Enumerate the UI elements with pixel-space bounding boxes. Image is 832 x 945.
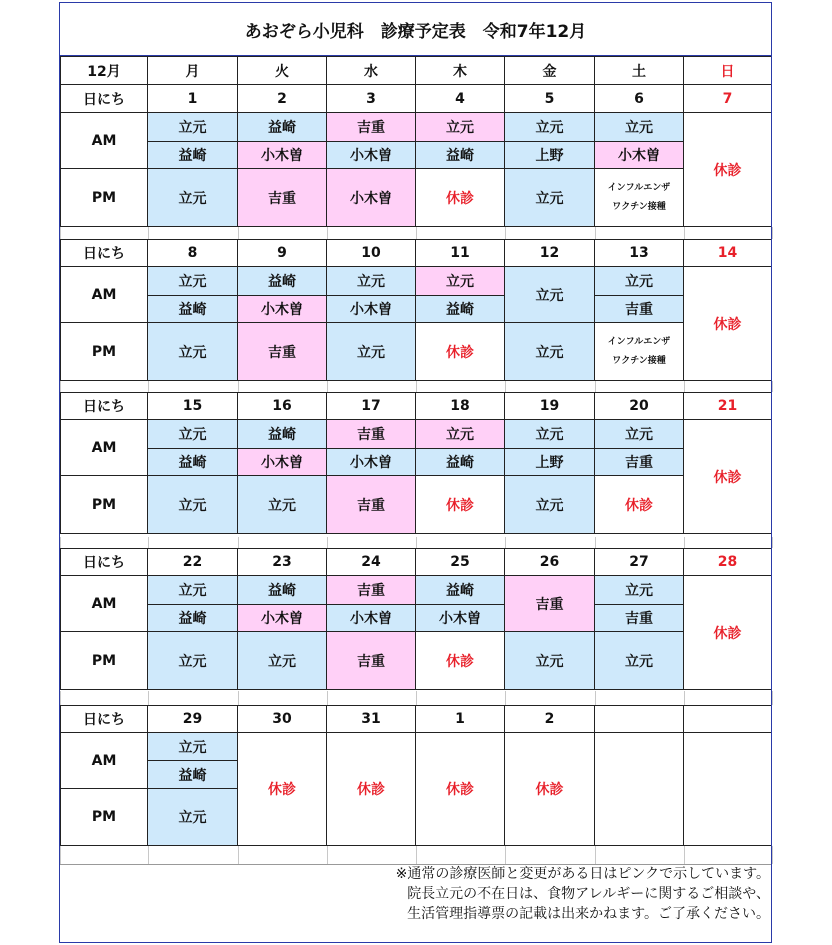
gap-separator <box>595 227 596 239</box>
date-cell: 2 <box>238 85 327 113</box>
am-label: AM <box>60 733 148 789</box>
sunday-closed-cell: 休診 <box>684 576 772 690</box>
pm-label: PM <box>60 323 148 381</box>
am1-cell: 益崎 <box>238 420 327 449</box>
gap-separator <box>772 381 773 392</box>
am1-cell: 立元 <box>416 267 505 296</box>
pm-cell: 立元 <box>505 323 595 381</box>
gap-separator <box>238 846 239 864</box>
date-cell: 19 <box>505 392 595 420</box>
date-cell: 1 <box>416 705 505 733</box>
am1-cell: 立元 <box>595 576 684 605</box>
date-cell: 31 <box>327 705 416 733</box>
am-label: AM <box>60 267 148 323</box>
gap-separator <box>60 537 61 548</box>
gap-separator <box>505 381 506 392</box>
gap-separator <box>416 381 417 392</box>
am2-cell: 益崎 <box>148 449 238 476</box>
gap-separator <box>148 381 149 392</box>
am1-cell: 立元 <box>148 113 238 142</box>
gap-separator <box>148 537 149 548</box>
pm-cell: 吉重 <box>238 323 327 381</box>
pm-label: PM <box>60 476 148 534</box>
am1-cell: 益崎 <box>416 576 505 605</box>
gap-separator <box>595 381 596 392</box>
am2-cell: 吉重 <box>595 296 684 323</box>
pm-cell: 立元 <box>505 476 595 534</box>
am1-cell: 立元 <box>416 113 505 142</box>
footer-note <box>396 864 770 924</box>
gap-separator <box>772 691 773 705</box>
am2-cell: 上野 <box>505 449 595 476</box>
pm-label: PM <box>60 169 148 227</box>
am2-cell: 益崎 <box>148 296 238 323</box>
am2-cell: 小木曽 <box>238 449 327 476</box>
am2-cell: 上野 <box>505 142 595 169</box>
am2-cell: 小木曽 <box>238 296 327 323</box>
gap-separator <box>148 846 149 864</box>
date-label: 日にち <box>60 239 148 267</box>
am2-cell: 吉重 <box>595 605 684 632</box>
gap-separator <box>416 846 417 864</box>
pm-label: PM <box>60 789 148 846</box>
date-cell: 16 <box>238 392 327 420</box>
gap-separator <box>684 227 685 239</box>
pm-cell: 立元 <box>505 632 595 690</box>
gap-separator <box>505 537 506 548</box>
date-cell: 13 <box>595 239 684 267</box>
gap-separator <box>416 691 417 705</box>
gap-separator <box>595 846 596 864</box>
gap-separator <box>60 227 61 239</box>
gap-separator <box>238 227 239 239</box>
date-cell: 7 <box>684 85 772 113</box>
day-header-4: 金 <box>505 56 595 85</box>
date-cell: 17 <box>327 392 416 420</box>
date-cell: 25 <box>416 548 505 576</box>
am2-cell: 小木曽 <box>327 605 416 632</box>
pm-cell: 立元 <box>238 476 327 534</box>
footer-line-3: 生活管理指導票の記載は出来かねます。ご了承ください。 <box>407 906 770 922</box>
date-cell <box>595 705 684 733</box>
am2-cell: 小木曽 <box>327 449 416 476</box>
closed-cell: 休診 <box>416 733 505 846</box>
date-cell: 24 <box>327 548 416 576</box>
am2-cell: 益崎 <box>148 142 238 169</box>
date-label: 日にち <box>60 85 148 113</box>
gap-separator <box>595 537 596 548</box>
empty-cell <box>684 733 772 846</box>
pm-cell: 小木曽 <box>327 169 416 227</box>
date-cell: 2 <box>505 705 595 733</box>
date-cell: 15 <box>148 392 238 420</box>
gap-separator <box>60 846 61 864</box>
gap-separator <box>505 227 506 239</box>
gap-separator <box>505 691 506 705</box>
pm-cell: 立元 <box>148 632 238 690</box>
month-header: 12月 <box>60 56 148 85</box>
am-label: AM <box>60 420 148 476</box>
date-cell: 22 <box>148 548 238 576</box>
gap-separator <box>416 227 417 239</box>
am2-cell: 小木曽 <box>327 296 416 323</box>
am-label: AM <box>60 576 148 632</box>
footer-line-1: ※通常の診療医師と変更がある日はピンクで示しています。 <box>395 866 770 882</box>
am2-cell: 小木曽 <box>238 142 327 169</box>
date-cell <box>684 705 772 733</box>
day-header-5: 土 <box>595 56 684 85</box>
gap-separator <box>148 227 149 239</box>
date-cell: 4 <box>416 85 505 113</box>
am1-cell: 吉重 <box>327 420 416 449</box>
sunday-closed-cell: 休診 <box>684 420 772 534</box>
am2-cell: 益崎 <box>148 605 238 632</box>
am1-cell: 吉重 <box>327 113 416 142</box>
date-cell: 1 <box>148 85 238 113</box>
date-cell: 5 <box>505 85 595 113</box>
footer-line-2: 院長立元の不在日は、食物アレルギーに関するご相談や、 <box>407 886 770 902</box>
pm-cell: インフルエンザ ワクチン接種 <box>595 323 684 381</box>
am1-cell: 立元 <box>505 113 595 142</box>
am2-cell: 益崎 <box>416 449 505 476</box>
gap-separator <box>684 381 685 392</box>
date-cell: 26 <box>505 548 595 576</box>
gap-separator <box>416 537 417 548</box>
date-cell: 3 <box>327 85 416 113</box>
day-header-1: 火 <box>238 56 327 85</box>
gap-separator <box>327 227 328 239</box>
empty-cell <box>595 733 684 846</box>
am-label: AM <box>60 113 148 169</box>
date-cell: 9 <box>238 239 327 267</box>
pm-cell: 吉重 <box>327 632 416 690</box>
gap-separator <box>238 381 239 392</box>
pm-label: PM <box>60 632 148 690</box>
pm-cell: 吉重 <box>327 476 416 534</box>
gap-separator <box>327 691 328 705</box>
gap-separator <box>327 381 328 392</box>
pm-cell: 吉重 <box>238 169 327 227</box>
am1-cell: 立元 <box>148 733 238 761</box>
date-cell: 12 <box>505 239 595 267</box>
date-cell: 6 <box>595 85 684 113</box>
pm-cell: 立元 <box>505 169 595 227</box>
am1-cell: 立元 <box>505 420 595 449</box>
pm-cell: 立元 <box>148 789 238 846</box>
gap-separator <box>772 227 773 239</box>
am2-cell: 小木曽 <box>416 605 505 632</box>
gap-separator <box>772 846 773 864</box>
pm-cell: 休診 <box>416 476 505 534</box>
am1-cell: 立元 <box>148 576 238 605</box>
gap-separator <box>238 691 239 705</box>
date-cell: 14 <box>684 239 772 267</box>
pm-cell: 立元 <box>327 323 416 381</box>
gap-separator <box>595 691 596 705</box>
gap-separator <box>327 537 328 548</box>
pm-cell: 休診 <box>416 323 505 381</box>
gap-separator <box>684 846 685 864</box>
am2-cell: 益崎 <box>416 142 505 169</box>
day-header-3: 木 <box>416 56 505 85</box>
pm-cell: 立元 <box>595 632 684 690</box>
date-cell: 30 <box>238 705 327 733</box>
gap-separator <box>238 537 239 548</box>
pm-cell: 立元 <box>148 323 238 381</box>
closed-cell: 休診 <box>238 733 327 846</box>
am2-cell: 小木曽 <box>238 605 327 632</box>
date-label: 日にち <box>60 705 148 733</box>
date-cell: 29 <box>148 705 238 733</box>
gap-separator <box>505 846 506 864</box>
am1-cell: 益崎 <box>238 576 327 605</box>
am1-cell: 益崎 <box>238 113 327 142</box>
am1-cell: 益崎 <box>238 267 327 296</box>
gap-separator <box>327 846 328 864</box>
am1-cell: 立元 <box>416 420 505 449</box>
am1-cell: 吉重 <box>327 576 416 605</box>
page-title: あおぞら小児科 診療予定表 令和7年12月 <box>60 3 771 56</box>
am1-cell: 立元 <box>327 267 416 296</box>
date-cell: 11 <box>416 239 505 267</box>
pm-cell: 休診 <box>416 632 505 690</box>
am1-cell: 立元 <box>595 267 684 296</box>
gap-separator <box>684 537 685 548</box>
pm-cell: 休診 <box>595 476 684 534</box>
date-cell: 21 <box>684 392 772 420</box>
pm-cell: 休診 <box>416 169 505 227</box>
day-header-2: 水 <box>327 56 416 85</box>
date-cell: 18 <box>416 392 505 420</box>
date-cell: 28 <box>684 548 772 576</box>
pm-cell: 立元 <box>148 169 238 227</box>
gap-separator <box>772 537 773 548</box>
closed-cell: 休診 <box>505 733 595 846</box>
am1-cell: 立元 <box>148 267 238 296</box>
gap-separator <box>684 691 685 705</box>
am2-cell: 益崎 <box>416 296 505 323</box>
date-cell: 8 <box>148 239 238 267</box>
date-label: 日にち <box>60 392 148 420</box>
sunday-closed-cell: 休診 <box>684 267 772 381</box>
pm-cell: 立元 <box>148 476 238 534</box>
am2-cell: 小木曽 <box>595 142 684 169</box>
date-cell: 20 <box>595 392 684 420</box>
am2-cell: 小木曽 <box>327 142 416 169</box>
am2-cell: 益崎 <box>148 761 238 789</box>
day-header-0: 月 <box>148 56 238 85</box>
am1-cell: 立元 <box>595 113 684 142</box>
day-header-6: 日 <box>684 56 772 85</box>
date-cell: 23 <box>238 548 327 576</box>
am1-cell: 立元 <box>148 420 238 449</box>
closed-cell: 休診 <box>327 733 416 846</box>
sunday-closed-cell: 休診 <box>684 113 772 227</box>
am-merged-cell: 吉重 <box>505 576 595 632</box>
pm-cell: インフルエンザ ワクチン接種 <box>595 169 684 227</box>
pm-cell: 立元 <box>238 632 327 690</box>
date-cell: 10 <box>327 239 416 267</box>
gap-separator <box>60 691 61 705</box>
am-merged-cell: 立元 <box>505 267 595 323</box>
am1-cell: 立元 <box>595 420 684 449</box>
gap-separator <box>60 381 61 392</box>
am2-cell: 吉重 <box>595 449 684 476</box>
gap-separator <box>148 691 149 705</box>
date-label: 日にち <box>60 548 148 576</box>
date-cell: 27 <box>595 548 684 576</box>
